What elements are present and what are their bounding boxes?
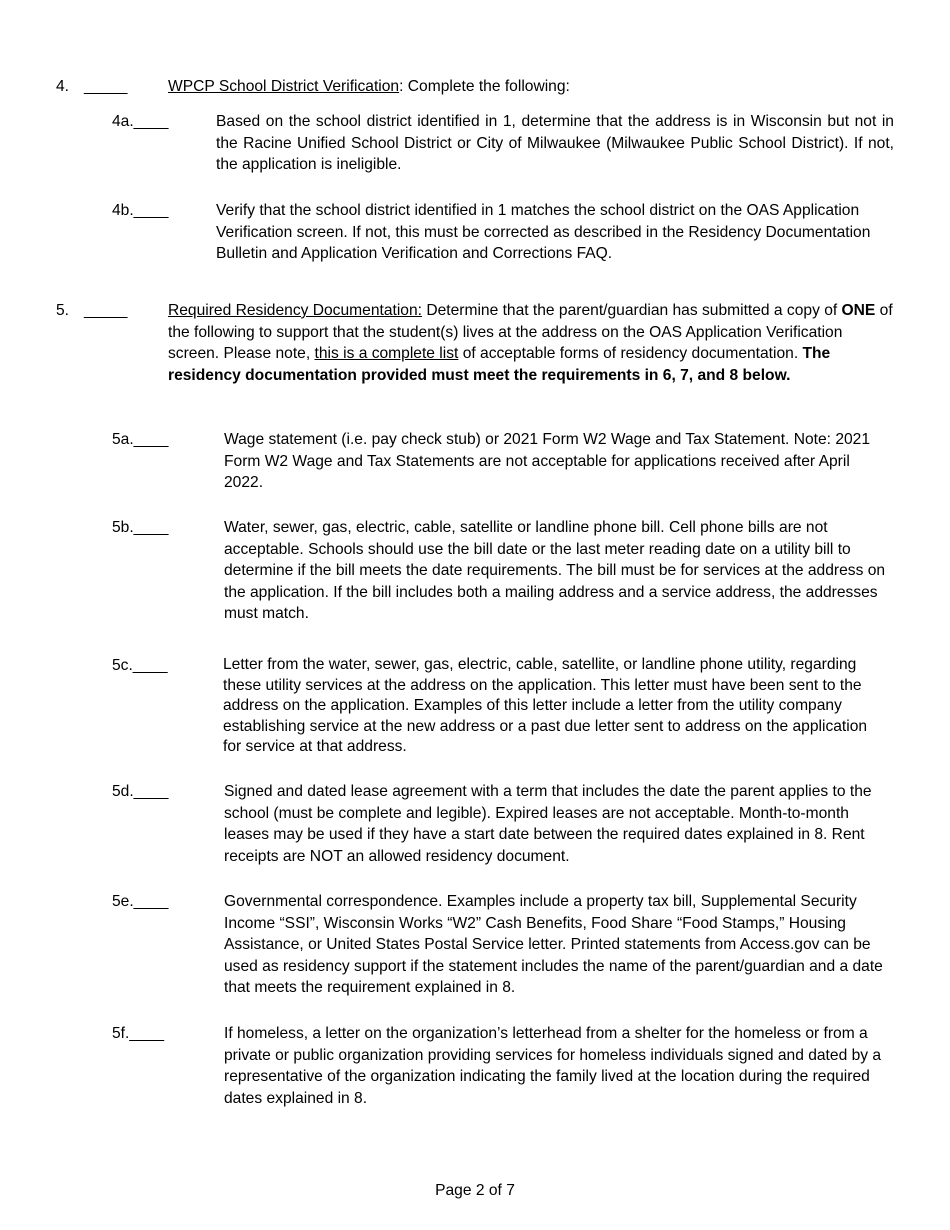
item-5b-label: 5b.____ — [112, 519, 169, 536]
item-5a-text: Wage statement (i.e. pay check stub) or 2021 Form W2 Wage and Tax Statement. Note: 2021 Form W2 Wage and Tax Statements are not acceptable for applications received after April 2022. — [224, 431, 871, 491]
item-5d-label: 5d.____ — [112, 783, 169, 800]
item-5c-label: 5c.____ — [112, 657, 168, 674]
item-5b-text: Water, sewer, gas, electric, cable, satellite or landline phone bill. Cell phone bills are not acceptable. Schools should use the bill date or the last meter reading date on a utility bill to determine if the bill meets the date requirements. The bill must be for services at the address on the application. If the bill includes both a mailing address and a service address, the addresses must match. — [224, 519, 886, 622]
item-5-intro — [168, 300, 896, 386]
item-4-heading: WPCP School District Verification — [168, 78, 400, 95]
item-5-blank: _____ — [84, 302, 128, 319]
item-4b-label: 4b.____ — [112, 202, 169, 219]
item-5-intro-3: of acceptable forms of residency documentation. — [458, 345, 803, 362]
item-5-intro-requirements: The residency documentation provided must meet the requirements in 6, 7, and 8 below. — [168, 345, 831, 384]
item-5e-text: Governmental correspondence. Examples include a property tax bill, Supplemental Security Income “SSI”, Wisconsin Works “W2” Cash Benefits, Food Share “Food Stamps,” Housing Assistance, or United States Postal Service letter. Printed statements from Access.gov can be used as residency support if the statement includes the name of the parent/guardian and a date that meets the requirement explained in 8. — [224, 893, 883, 996]
item-5-intro-1: Determine that the parent/guardian has submitted a copy of — [421, 302, 842, 319]
item-5d-text: Signed and dated lease agreement with a term that includes the date the parent applies to the school (must be complete and legible). Expired leases are not acceptable. Month-to-month leases may be used if they have a start date between the required dates explained in 8. Rent receipts are NOT an allowed residency document. — [224, 783, 872, 865]
item-4-heading-suffix: : Complete the following: — [399, 78, 570, 95]
item-4a-text: Based on the school district identified in 1, determine that the address is in Wisconsin but not in the Racine Unified School District or City of Milwaukee (Milwaukee Public School District). If not, the application is ineligible. — [216, 113, 894, 173]
item-5c-text: Letter from the water, sewer, gas, electric, cable, satellite, or landline phone utility, regarding these utility services at the address on the application. This letter must have been sent to the address on the application. Examples of this letter include a letter from the utility company establishing service at the new address or a past due letter sent to address on the application for service at that address. — [223, 656, 868, 755]
page-number: Page 2 of 7 — [435, 1182, 515, 1199]
item-4-blank: _____ — [84, 78, 128, 95]
item-4a-label: 4a.____ — [112, 113, 169, 130]
item-5-number: 5. — [56, 302, 70, 319]
item-4-heading-line — [168, 76, 894, 98]
item-5-intro-2: of the following to support that the student(s) lives at the address on the OAS Application Verification screen. Please note, — [168, 302, 893, 362]
item-5a-label: 5a.____ — [112, 431, 169, 448]
item-5f-label: 5f.____ — [112, 1025, 165, 1042]
item-4-number: 4. — [56, 78, 70, 95]
item-5-intro-complete-list: this is a complete list — [314, 345, 459, 362]
item-5-heading: Required Residency Documentation: — [168, 302, 422, 319]
item-5e-label: 5e.____ — [112, 893, 169, 910]
item-4b-text: Verify that the school district identified in 1 matches the school district on the OAS Application Verification screen. If not, this must be corrected as described in the Residency Documentation Bulletin and Application Verification and Corrections FAQ. — [216, 202, 871, 262]
item-5f-text: If homeless, a letter on the organization’s letterhead from a shelter for the homeless or from a private or public organization providing services for homeless individuals signed and dated by a representative of the organization indicating the family lived at the location during the required dates explained in 8. — [224, 1025, 882, 1107]
item-5-intro-one: ONE — [841, 302, 876, 319]
